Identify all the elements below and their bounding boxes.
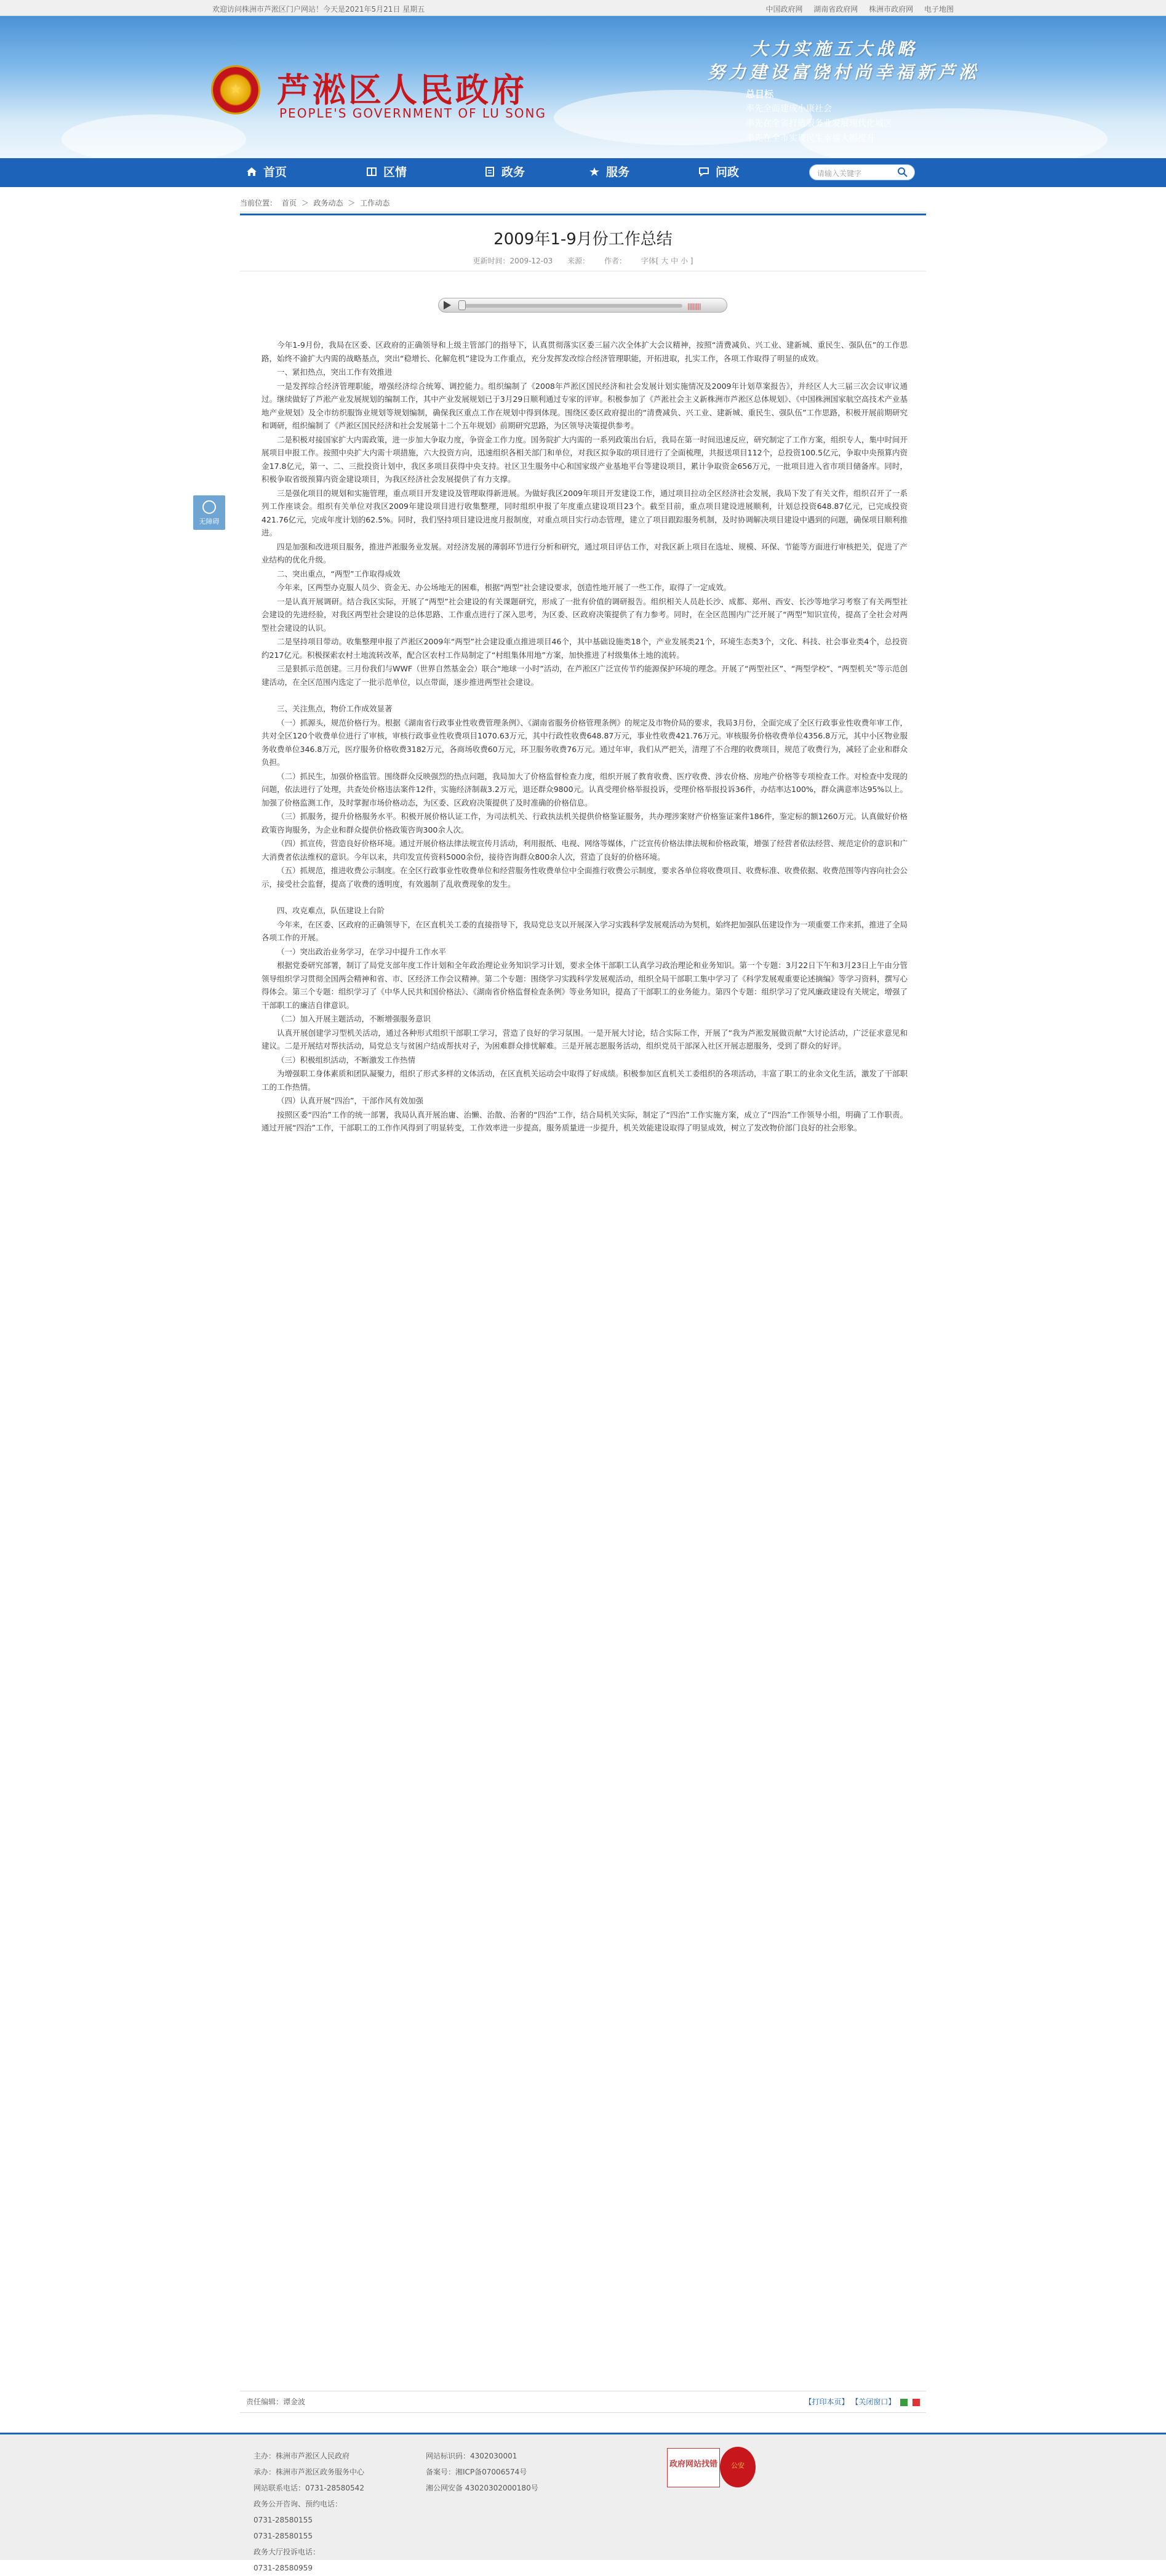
article-paragraph: （三）积极组织活动，不断激发工作热情 <box>277 1055 416 1065</box>
article-paragraph: （四）认真开展“四治”，干部作风有效加强 <box>277 1096 423 1105</box>
article-paragraph: （二）加入开展主题活动，不断增强服务意识 <box>277 1014 431 1023</box>
article-paragraph: （三）抓服务，提升价格服务水平。积极开展价格认证工作，为司法机关、行政执法机关提供价格鉴证服务，共办理涉案财产价格鉴证案件186件，鉴定标的额1260万元。认真做好价格政策咨询服务，为企业和群众提供价格政策咨询300余人次。 <box>262 812 908 834</box>
breadcrumb-current[interactable]: 工作动态 <box>360 199 390 207</box>
footer-record[interactable]: 备案号：湘ICP备07006574号 <box>426 2468 527 2476</box>
article-paragraph: 按照区委“四治”工作的统一部署，我局认真开展治庸、治懒、治散、治奢的“四治”工作，结合局机关实际，制定了“四治”工作实施方案，成立了“四治”工作领导小组，明确了工作职责。通过开展“四治”工作，干部职工的工作作风得到了明显转变，工作效率进一步提高，服务质量进一步提升，机关效能建设取得了明显成效，树立了发改物价部门良好的社会形象。 <box>262 1110 908 1132</box>
progress-track[interactable] <box>461 304 682 308</box>
top-bar <box>0 0 1166 16</box>
goal-title: 总目标 <box>746 89 774 100</box>
article-paragraph: 一是认真开展调研。结合我区实际，开展了“两型”社会建设的有关课题研究，形成了一批有价值的调研报告。组织相关人员赴长沙、成都、郑州、西安、长沙等地学习考察了有关两型社会建设的先进经验，对我区两型社会建设的总体思路、工作重点进行了深入思考，为区委、区政府决策提供了有力参考。同时，在全区范围内广泛开展了“两型”知识宣传，提高了全社会对两型社会建设的认识。 <box>262 596 908 633</box>
article-paragraph: 二、突出重点，“两型”工作取得成效 <box>277 569 401 578</box>
main-nav <box>0 158 1166 187</box>
article-paragraph: （一）突出政治业务学习，在学习中提升工作水平 <box>277 946 447 956</box>
share-icon[interactable] <box>912 2399 920 2406</box>
site-name[interactable]: 芦淞区人民政府 <box>277 70 527 110</box>
print-link[interactable]: 【打印本页】 <box>804 2398 849 2406</box>
nav-service[interactable]: 服务 <box>589 158 629 187</box>
footer-line: 承办：株洲市芦淞区政务服务中心 <box>254 2468 365 2476</box>
article-title: 2009年1-9月份工作总结 <box>493 230 673 249</box>
accessibility-icon <box>202 500 216 514</box>
goal-item: 率先在全省打造服务业发展现代化城区 <box>746 119 892 129</box>
article-paragraph: （五）抓规范，推进收费公示制度。在全区行政事业性收费单位和经营服务性收费单位中全面推行收费公示制度，要求各单位将收费项目、收费标准、收费依据、收费范围等内容向社会公示，接受社会监督，提高了收费的透明度，有效遏制了乱收费现象的发生。 <box>262 866 908 889</box>
audio-player[interactable] <box>438 298 727 313</box>
font-size-switch[interactable]: 字体[ 大 中 小 ] <box>641 257 693 265</box>
article-paragraph: 二是积极对接国家扩大内需政策，进一步加大争取力度，争资金工作力度。国务院扩大内需的一系列政策出台后，我局在第一时间迅速反应，研究制定了工作方案，组织专人，集中时间开展项目申报工作。按照中央扩大内需十项措施，六大投资方向，迅速组织各相关部门和单位，对我区拟争取的项目进行了全面梳理，共报送项目112个，总投资100.5亿元，争取中央预算内资金17.8亿元，第一、二、三批投资计划中，我区多项目获得中央支持。社区卫生服务中心和国家级产业基地平台等建设项目，累计争取资金656万元，一批项目进入省市项目储备库。同时，积极争取省级预算内资金建设项目，为我区经济社会发展提供了有力支撑。 <box>262 434 908 484</box>
article-paragraph: 三是狠抓示范创建。三月份我们与WWF（世界自然基金会）联合“地球一小时”活动，在芦淞区广泛宣传节约能源保护环境的理念。开展了“两型社区”、“两型学校”、“两型机关”等示范创建活动，在全区范围内选定了一批示范单位，以点带面，逐步推进两型社会建设。 <box>262 664 908 687</box>
article-paragraph: 一、紧扣热点，突出工作有效推进 <box>277 367 393 377</box>
nav-inquiry[interactable]: 问政 <box>698 158 739 187</box>
book-icon <box>366 167 377 177</box>
share-icon[interactable] <box>900 2399 908 2406</box>
nav-home[interactable]: 首页 <box>246 158 287 187</box>
footer-records <box>426 2448 538 2496</box>
editor-name: 谭金波 <box>283 2398 306 2406</box>
article-paragraph: （二）抓民生，加强价格监管。围绕群众反映强烈的热点问题，我局加大了价格监督检查力度，组织开展了教育收费、医疗收费、涉农价格、房地产价格等专项检查工作。对检查中发现的问题，依法进行了处理，共查处价格违法案件12件，实施经济制裁3.2万元，退还群众9800元。认真受理价格举报投诉，受理价格举报投诉36件，办结率达100%，群众满意率达95%以上。加强了价格监测工作，及时掌握市场价格动态，为区委、区政府决策提供了及时准确的价格信息。 <box>262 771 908 807</box>
accessibility-button[interactable]: 无障碍 <box>193 495 225 530</box>
footer-line: 0731-28580155 <box>254 2532 313 2540</box>
search-icon[interactable] <box>897 167 908 178</box>
header-banner <box>0 16 1166 158</box>
footer-line: 政务大厅投诉电话： <box>254 2548 321 2556</box>
star-icon <box>589 167 600 177</box>
footer-line: 主办：株洲市芦淞区人民政府 <box>254 2452 350 2460</box>
article-date: 更新时间：2009-12-03 <box>473 257 553 265</box>
article-paragraph: 为增强职工身体素质和团队凝聚力，组织了形式多样的文体活动，在区直机关运动会中取得了好成绩。积极参加区直机关工委组织的各项活动，丰富了职工的业余文化生活，激发了干部职工的工作热情。 <box>262 1069 908 1092</box>
article-paragraph: 认真开展创建学习型机关活动，通过各种形式组织干部职工学习，营造了良好的学习氛围。一是开展大讨论，结合实际工作，开展了“我为芦淞发展做贡献”大讨论活动，广泛征求意见和建议。二是开展结对帮扶活动，局党总支与贫困户结成帮扶对子，为困难群众排忧解难。三是开展志愿服务活动，组织党员干部深入社区开展志愿服务，受到了群众的好评。 <box>262 1028 908 1050</box>
footer-line: 网站联系电话：0731-28580542 <box>254 2484 364 2492</box>
breadcrumb-home[interactable]: 首页 <box>281 199 297 207</box>
article-paragraph: （一）抓源头，规范价格行为。根据《湖南省行政事业性收费管理条例》、《湖南省服务价格管理条例》的规定及市物价局的要求，我局3月份，全面完成了全区行政事业性收费年审工作，共对全区120个收费单位进行了审核，审核行政事业性收费项目1070.63万元，其中行政性收费648.87万元，事业性收费421.76万元。审核服务价格收费单位4356.8万元，其中小区物业服务收费单位346.8万元，医疗服务价格收费3182万元，各商场收费60万元，环卫服务收费76万元。通过年审，我们从严把关，清理了不合理的收费项目，规范了收费行为，减轻了企业和群众负担。 <box>262 718 908 767</box>
article-paragraph: 一是发挥综合经济管理职能，增强经济综合统筹、调控能力。组织编制了《2008年芦淞区国民经济和社会发展计划实施情况及2009年计划草案报告》，并经区人大三届三次会议审议通过。继续做好了芦淞产业发展规划的编制工作，其中产业发展规划已于3月29日顺利通过专家的评审。积极参加了《芦淞社会主义新株洲市芦淞区总体规划》、《中国株洲国家航空高技术产业基地产业规划》及全市纺织服饰业规划等规划编制，确保我区重点工作在规划中得到体现。围绕区委区政府提出的“清费减负、兴工业、建新城、重民生、强队伍”工作思路，积极开展前期研究和调研，组织编制了《芦淞区国民经济和社会发展第十二个五年规划》前期研究思路，为区领导决策提供参考。 <box>262 381 908 430</box>
footer-line: 0731-28580155 <box>254 2516 313 2524</box>
slogan-line-1: 大力实施五大战略 <box>751 39 919 59</box>
progress-handle[interactable] <box>458 300 466 310</box>
breadcrumb-prefix: 当前位置： <box>240 199 278 207</box>
breadcrumb <box>240 194 926 212</box>
article-meta <box>240 255 926 266</box>
footer <box>0 2433 1166 2572</box>
link-hunan-gov[interactable]: 湖南省政府网 <box>813 5 858 14</box>
article-paragraph: 四是加强和改进项目服务，推进芦淞服务业发展。对经济发展的薄弱环节进行分析和研究，通过项目评估工作，对我区新上项目在选址、规模、环保、节能等方面进行审核把关，促进了产业结构的优化升级。 <box>262 542 908 564</box>
site-name-en: PEOPLE'S GOVERNMENT OF LU SONG <box>279 106 546 121</box>
volume-bar[interactable]: |||||||| <box>687 302 701 310</box>
goal-item: 率先全面建成小康社会 <box>746 104 832 114</box>
footer-contact <box>254 2448 364 2576</box>
breadcrumb-sep: ＞ <box>348 199 356 207</box>
breadcrumb-sep: ＞ <box>301 199 309 207</box>
gov-site-error-badge[interactable]: 政府网站找错 <box>667 2448 720 2487</box>
article-paragraph: 根据党委研究部署，制订了局党支部年度工作计划和全年政治理论业务知识学习计划，要求全体干部职工认真学习政治理论和业务知识。第一个专题：3月22日下午和3月23日上午由分管领导组织学习贯彻全国两会精神和省、市、区经济工作会议精神。第二个专题：围绕学习实践科学发展观活动，组织全局干部职工集中学习了《科学发展观重要论述摘编》等学习资料，撰写心得体会。第三个专题：组织学习了《中华人民共和国价格法》、《湖南省价格监督检查条例》等业务知识，提高了干部职工的业务能力。第四个专题：组织学习了党风廉政建设有关规定，增强了干部职工的廉洁自律意识。 <box>262 961 908 1010</box>
article-source: 来源： <box>567 257 590 265</box>
goal-item: 率先在全市实现民生幸福大幅提升 <box>746 134 875 143</box>
play-icon[interactable] <box>444 301 451 310</box>
nav-affairs[interactable]: 政务 <box>484 158 525 187</box>
footer-record[interactable]: 网站标识码：4302030001 <box>426 2452 517 2460</box>
article-paragraph: 今年1-9月份，我局在区委、区政府的正确领导和上级主管部门的指导下，认真贯彻落实区委三届六次全体扩大会议精神，按照“清费减负、兴工业、建新城、重民生、强队伍”的工作思路，始终不渝扩大内需的战略基点，突出“稳增长、化解危机”建设为工作重点，充分发挥发改综合经济管理职能，开拓进取，扎实工作，各项工作取得了明显的成效。 <box>262 340 908 363</box>
home-icon <box>246 167 257 177</box>
editor-label: 责任编辑： <box>246 2398 284 2406</box>
link-gov-cn[interactable]: 中国政府网 <box>765 5 803 14</box>
article-paragraph: 四、攻克难点，队伍建设上台阶 <box>277 906 385 915</box>
chat-icon <box>698 167 709 177</box>
bottom-meta <box>240 2391 926 2413</box>
welcome-text: 欢迎访问株洲市芦淞区门户网站！今天是2021年5月21日 星期五 <box>212 5 425 14</box>
article-paragraph: 今年来，区两型办克服人员少、资金无、办公场地无的困难，根据“两型”社会建设要求，创造性地开展了一些工作，取得了一定成效。 <box>277 583 731 592</box>
article-paragraph: 今年来，在区委、区政府的正确领导下，在区直机关工委的直接指导下，我局党总支以开展深入学习实践科学发展观活动为契机，始终把加强队伍建设作为一项重要工作来抓，推进了全局各项工作的开展。 <box>262 919 908 942</box>
close-link[interactable]: 【关闭窗口】 <box>851 2398 896 2406</box>
article-paragraph: 三是强化项目的规划和实施管理，重点项目开发建设及管理取得新进展。为做好我区2009年项目开发建设工作，通过项目拉动全区经济社会发展，我局下发了有关文件，组织召开了一系列工作座谈会。组织有关单位对我区2009年建设项目进行收集整理，同时组织申报了年度重点建设项目23个。截至目前，重点项目建设进展顺利，计划总投资648.87亿元，已完成投资421.76亿元，完成年度计划的62.5%。同时，我们坚持项目建设进度月报制度，对重点项目实行动态管理，建立了项目跟踪服务机制，及时协调解决项目建设中遇到的问题，确保项目顺利推进。 <box>262 488 908 537</box>
article-paragraph: 二是坚持项目带动。收集整理申报了芦淞区2009年“两型”社会建设重点推进项目46个，其中基础设施类18个，产业发展类21个，环境生态类3个，文化、科技、社会事业类4个，总投资约217亿元。积极探索农村土地流转改革，配合区农村工作局制定了“村组集体用地”方案，加快推进了村级集体土地的流转。 <box>262 637 908 660</box>
document-icon <box>484 167 495 177</box>
article-author: 作者： <box>604 257 626 265</box>
article-body <box>262 338 908 1135</box>
link-zhuzhou-gov[interactable]: 株洲市政府网 <box>869 5 914 14</box>
divider <box>240 214 926 215</box>
national-emblem-icon: ★ <box>211 65 260 114</box>
slogan-line-2: 努力建设富饶村尚幸福新芦淞 <box>708 62 980 82</box>
footer-line: 0731-28580959 <box>254 2564 313 2572</box>
article-paragraph: （四）抓宣传，营造良好价格环境。通过开展价格法律法规宣传月活动，利用报纸、电视、网络等媒体，广泛宣传价格法律法规和价格政策，增强了经营者依法经营、规范定价的意识和广大消费者依法维权的意识。今年以来，共印发宣传资料5000余份，接待咨询群众800余人次，营造了良好的价格环境。 <box>262 839 908 862</box>
search-input[interactable]: 请输入关键字 <box>809 164 915 180</box>
breadcrumb-news[interactable]: 政务动态 <box>313 199 343 207</box>
police-badge[interactable]: 公安 <box>720 2447 756 2487</box>
link-map[interactable]: 电子地图 <box>924 5 954 14</box>
footer-record[interactable]: 湘公网安备 43020302000180号 <box>426 2484 538 2492</box>
cloud-decoration <box>62 114 246 158</box>
goal-block <box>746 87 892 146</box>
footer-line: 政务公开咨询、预约电话： <box>254 2500 343 2508</box>
article-paragraph: 三、关注焦点，物价工作成效显著 <box>277 704 393 713</box>
nav-district[interactable]: 区情 <box>366 158 407 187</box>
